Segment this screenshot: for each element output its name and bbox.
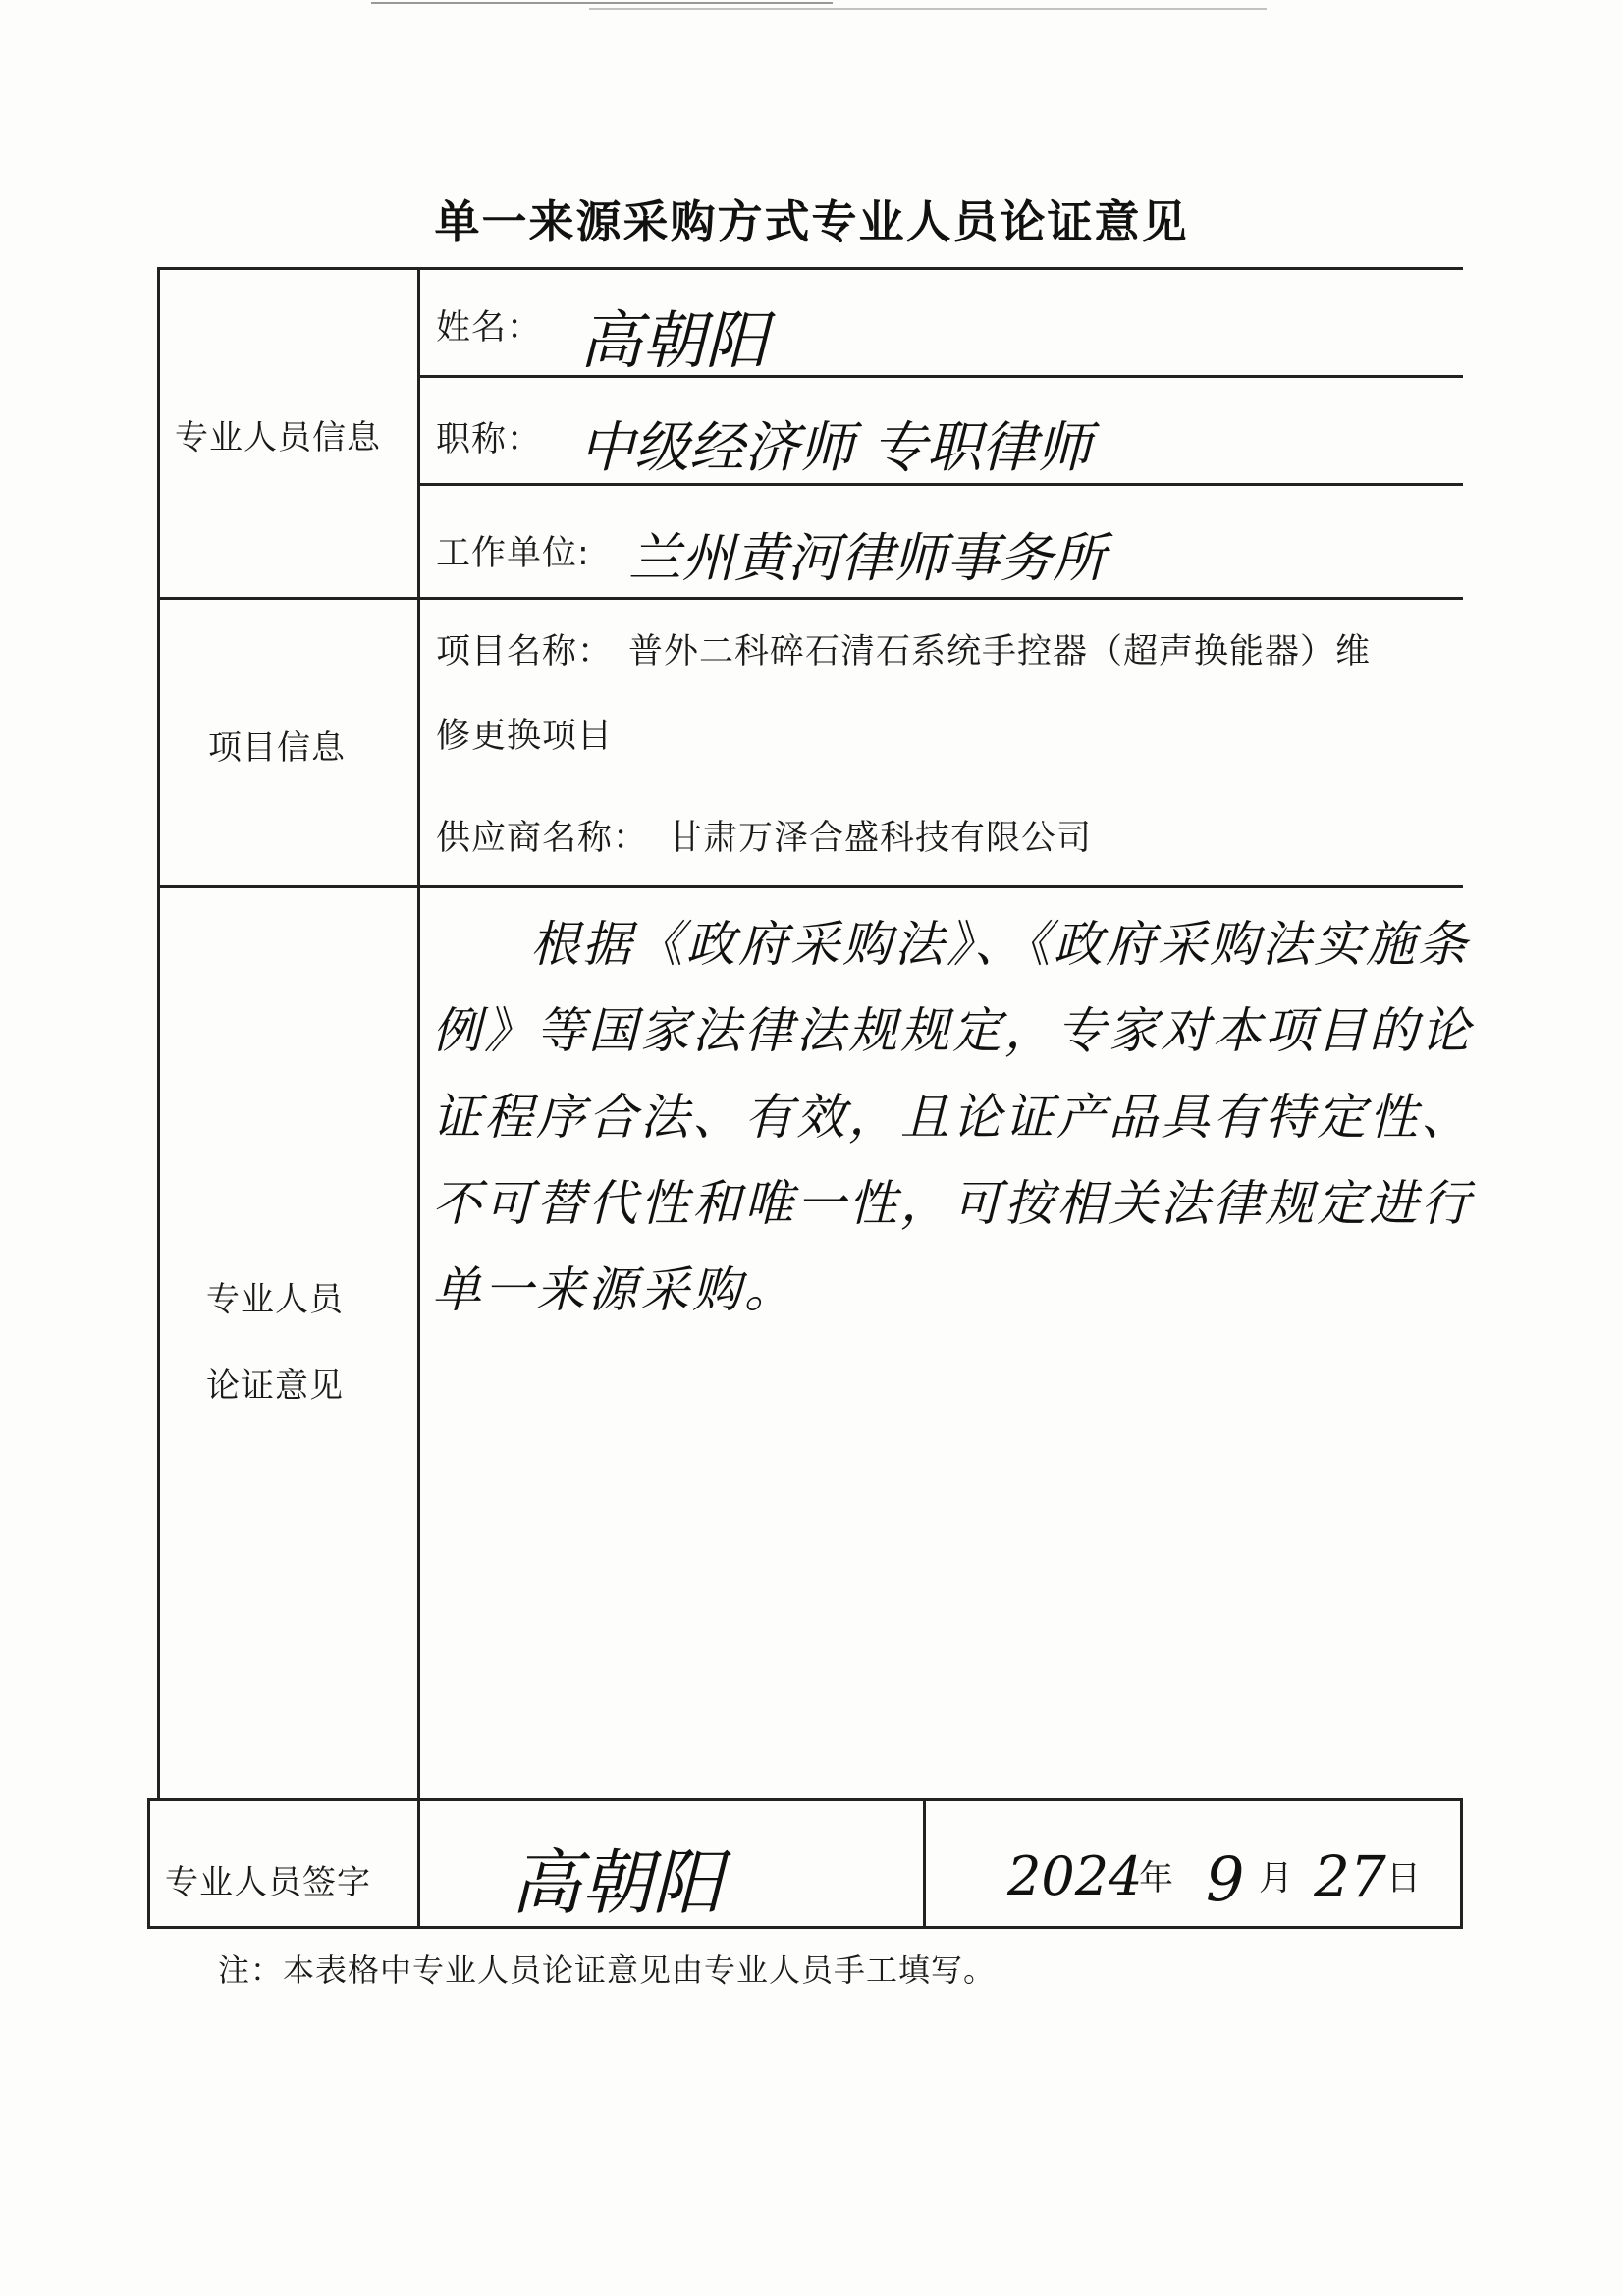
section-divider-opinion: [147, 1798, 1463, 1801]
date-column-divider: [923, 1798, 926, 1929]
project-name-line1: 普外二科碎石清石系统手控器（超声换能器）维: [628, 632, 1372, 671]
date-year-unit: 年: [1139, 1859, 1175, 1898]
section-divider-project: [157, 885, 1463, 888]
professional-title-value: 中级经济师 专职律师: [579, 416, 1092, 480]
supplier-label: 供应商名称：: [436, 819, 649, 858]
row-divider-title: [417, 483, 1463, 486]
project-name-line2: 修更换项目: [436, 717, 614, 756]
table-border-top: [157, 267, 1463, 270]
project-name-label: 项目名称：: [436, 632, 614, 671]
date-day-unit: 日: [1386, 1859, 1423, 1898]
row-divider-name: [417, 375, 1463, 378]
project-info-label: 项目信息: [208, 728, 346, 768]
employer-label: 工作单位:: [436, 534, 590, 573]
date-day: 27: [1314, 1843, 1386, 1910]
date-month: 9: [1206, 1843, 1245, 1915]
name-label: 姓名：: [436, 308, 543, 347]
opinion-label-line2: 论证意见: [206, 1366, 344, 1406]
supplier-value: 甘肃万泽合盛科技有限公司: [668, 819, 1093, 858]
professional-title-label: 职称：: [436, 420, 543, 459]
table-border-bottom: [147, 1926, 1463, 1929]
employer-value: 兰州黄河律师事务所: [628, 527, 1106, 589]
section-divider-personnel: [157, 597, 1463, 600]
name-value: 高朝阳: [579, 305, 768, 378]
date-year: 2024: [1007, 1845, 1143, 1907]
scan-edge: [589, 8, 1267, 10]
opinion-text: 根据《政府采购法》、《政府采购法实施条例》等国家法律法规规定，专家对本项目的论证程序合法、有效，且论证产品具有特定性、不可替代性和唯一性，可按相关法律规定进行单一来源采购。: [432, 916, 1473, 1318]
date-month-unit: 月: [1259, 1859, 1295, 1898]
footnote: 注：本表格中专业人员论证意见由专业人员手工填写。: [218, 1951, 997, 1989]
table-border-left-lower: [147, 1798, 150, 1929]
scan-edge: [371, 2, 833, 4]
table-border-left: [157, 267, 160, 1798]
signature-label: 专业人员签字: [165, 1863, 371, 1902]
label-column-divider: [417, 267, 420, 1929]
document-title: 单一来源采购方式专业人员论证意见: [434, 195, 1189, 248]
signature: 高朝阳: [511, 1842, 724, 1924]
table-border-right: [1460, 1798, 1463, 1929]
opinion-label-line1: 专业人员: [206, 1280, 344, 1319]
personnel-info-label: 专业人员信息: [175, 418, 381, 457]
